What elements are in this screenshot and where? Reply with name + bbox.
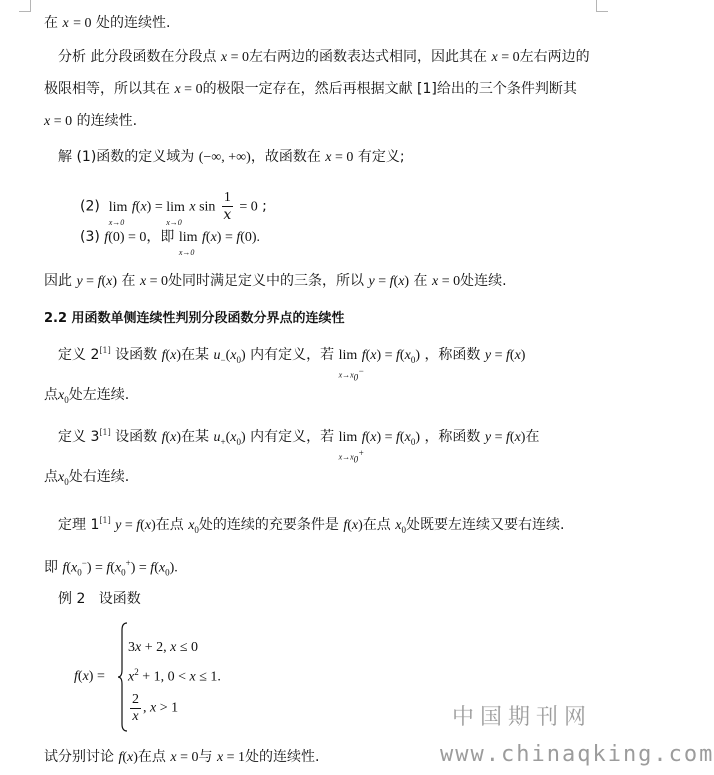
- definition-3-line: 定义 3[1] 设函数 f(x)在某 $u_+(x_0)$ 内有定义，若 lim $x\to x_0^+$ $f(x) = f(x_0)$ ，称函数 y = f(x)在: [58, 428, 540, 465]
- question-text-b: 在点: [137, 749, 166, 765]
- definition-3-end: 点$x_0$处右连续.: [44, 469, 130, 487]
- definition-2-label: 定义 2: [58, 347, 100, 363]
- solution-line-3: (3) f(0) = 0，即 lim x→0 f(x) = f(0).: [80, 229, 261, 257]
- theorem-text-b: 处的连续的充要条件是: [198, 517, 339, 533]
- analysis-text-c: 左右两边的: [519, 49, 590, 65]
- citation-ref: [1]: [417, 81, 437, 97]
- lim-left: lim $x\to x_0^-$: [338, 348, 365, 383]
- definition-3-text-a: 设函数: [115, 429, 158, 445]
- definition-3-end-text: 处右连续.: [68, 469, 130, 485]
- example-line: [58, 590, 141, 608]
- watermark-chinese: 中国期刊网: [452, 705, 593, 730]
- solution-text-c: 有定义;: [357, 149, 405, 165]
- analysis-line-3: x = 0 的连续性.: [44, 113, 138, 129]
- solution-line-2: (2) lim x→0 f(x) = lim x→0 x sin $\frac{1}{x}$ = 0 ;: [80, 190, 267, 227]
- step-3-text: ，即: [146, 229, 175, 245]
- lim-right: lim $x\to x_0^+$: [338, 430, 365, 465]
- lim-expression-3: lim x→0: [178, 230, 198, 257]
- definition-3-tail: 点: [44, 469, 58, 485]
- section-heading: 2.2 用函数单侧连续性判别分段函数分界点的连续性: [44, 311, 345, 326]
- fraction-2-over-x: $\frac{2}{x}$: [132, 692, 139, 724]
- conclusion-c: 处同时满足定义中的三条，所以: [168, 273, 365, 289]
- analysis-text-a: 此分段函数在分段点: [90, 49, 217, 65]
- definition-2-text-c: 内有定义，若: [250, 347, 335, 363]
- definition-3-text-d: ，称函数: [424, 429, 481, 445]
- solution-text-a: (1)函数的定义域为: [76, 149, 195, 165]
- analysis-text-b: 左右两边的函数表达式相同，因此其在: [249, 49, 488, 65]
- conclusion-a: 因此: [44, 273, 72, 289]
- conclusion-b: 在: [121, 273, 136, 289]
- fraction-1-over-x: $\frac{1}{x}$: [223, 190, 232, 223]
- definition-3-tail-word: 在: [525, 429, 540, 445]
- left-brace: [118, 622, 128, 732]
- solution-text-b: ，故函数在: [250, 149, 321, 165]
- definition-2-tail: 点: [44, 387, 58, 403]
- line1-tail: 处的连续性.: [95, 15, 171, 31]
- analysis-line-1: 分析 此分段函数在分段点 x = 0左右两边的函数表达式相同，因此其在 x = 0左右两边的: [58, 49, 590, 65]
- conclusion-line: 因此 y = f(x) 在 x = 0处同时满足定义中的三条，所以 y = f(x) 在 x = 0处连续.: [44, 273, 507, 289]
- lim-expression: lim x→0: [108, 199, 128, 227]
- piecewise-case-1: 3x + 2, x ≤ 0: [128, 640, 199, 655]
- definition-2-text-a: 设函数: [115, 347, 158, 363]
- example-label: 例 2: [58, 591, 86, 607]
- step-2-label: (2): [80, 198, 100, 215]
- solution-line-1: 解 (1)函数的定义域为 (−∞, +∞)，故函数在 x = 0 有定义;: [58, 149, 405, 165]
- theorem-text-d: 处既要左连续又要右连续.: [405, 517, 565, 533]
- definition-3-label: 定义 3: [58, 429, 100, 445]
- text-line-1: 在 x = 0 处的连续性.: [44, 15, 171, 31]
- page-corner-mark-right-h: [596, 11, 608, 12]
- analysis-text-g: 的连续性.: [76, 113, 138, 129]
- analysis-text-f: 给出的三个条件判断其: [436, 81, 577, 97]
- analysis-text-e: 的极限一定存在，然后再根据文献: [202, 81, 413, 97]
- theorem-eq-label: 即: [44, 559, 58, 576]
- theorem-line: 定理 1[1] y = f(x)在点 $x_0$处的连续的充要条件是 f(x)在点 $x_0$处既要左连续又要右连续.: [58, 516, 565, 535]
- theorem-text-a: 在点: [155, 517, 184, 533]
- theorem-equation: 即 $f(x_0^-) = f(x_0^+) = f(x_0)$.: [44, 558, 178, 578]
- analysis-line-2: 极限相等，所以其在 x = 0的极限一定存在，然后再根据文献 [1]给出的三个条件判断其: [44, 81, 577, 97]
- question-text-c: 与: [198, 749, 213, 765]
- analysis-text-d: 极限相等，所以其在: [44, 81, 170, 97]
- definition-3-text-b: 在某: [181, 429, 210, 445]
- theorem-text-c: 在点: [362, 517, 391, 533]
- definition-2-text-d: ，称函数: [424, 347, 481, 363]
- piecewise-case-3: $\frac{2}{x}$ , x > 1: [132, 692, 179, 724]
- solution-label: 解: [58, 149, 72, 165]
- watermark-url: www.chinaqking.com: [440, 742, 714, 767]
- definition-2-end-text: 处左连续.: [68, 387, 130, 403]
- theorem-label: 定理 1: [58, 517, 100, 533]
- page-corner-mark-left-h: [19, 11, 31, 12]
- definition-3-ref: [1]: [99, 428, 111, 437]
- conclusion-d: 处连续.: [460, 273, 507, 289]
- lim-expression-2: lim x→0: [166, 199, 185, 227]
- piecewise-case-2: $x^2 + 1$, 0 < x ≤ 1.: [128, 667, 221, 685]
- definition-2-text-b: 在某: [181, 347, 210, 363]
- analysis-label: 分析: [58, 49, 86, 65]
- example-text: 设函数: [98, 591, 141, 607]
- question-text-a: 试分别讨论: [44, 749, 114, 765]
- question-text-d: 处的连续性.: [245, 749, 320, 765]
- question-line: 试分别讨论 f(x)在点 x = 0与 x = 1处的连续性.: [44, 749, 320, 765]
- definition-2-line: 定义 2[1] 设函数 f(x)在某 $u_-(x_0)$ 内有定义，若 lim $x\to x_0^-$ $f(x) = f(x_0)$ ，称函数 y = f(x): [58, 346, 526, 383]
- definition-2-end: 点$x_0$处左连续.: [44, 387, 130, 405]
- definition-2-ref: [1]: [99, 346, 111, 355]
- piecewise-lhs: f(x) =: [74, 669, 105, 684]
- step-3-label: (3): [80, 229, 100, 245]
- theorem-ref: [1]: [99, 516, 111, 525]
- definition-3-text-c: 内有定义，若: [250, 429, 335, 445]
